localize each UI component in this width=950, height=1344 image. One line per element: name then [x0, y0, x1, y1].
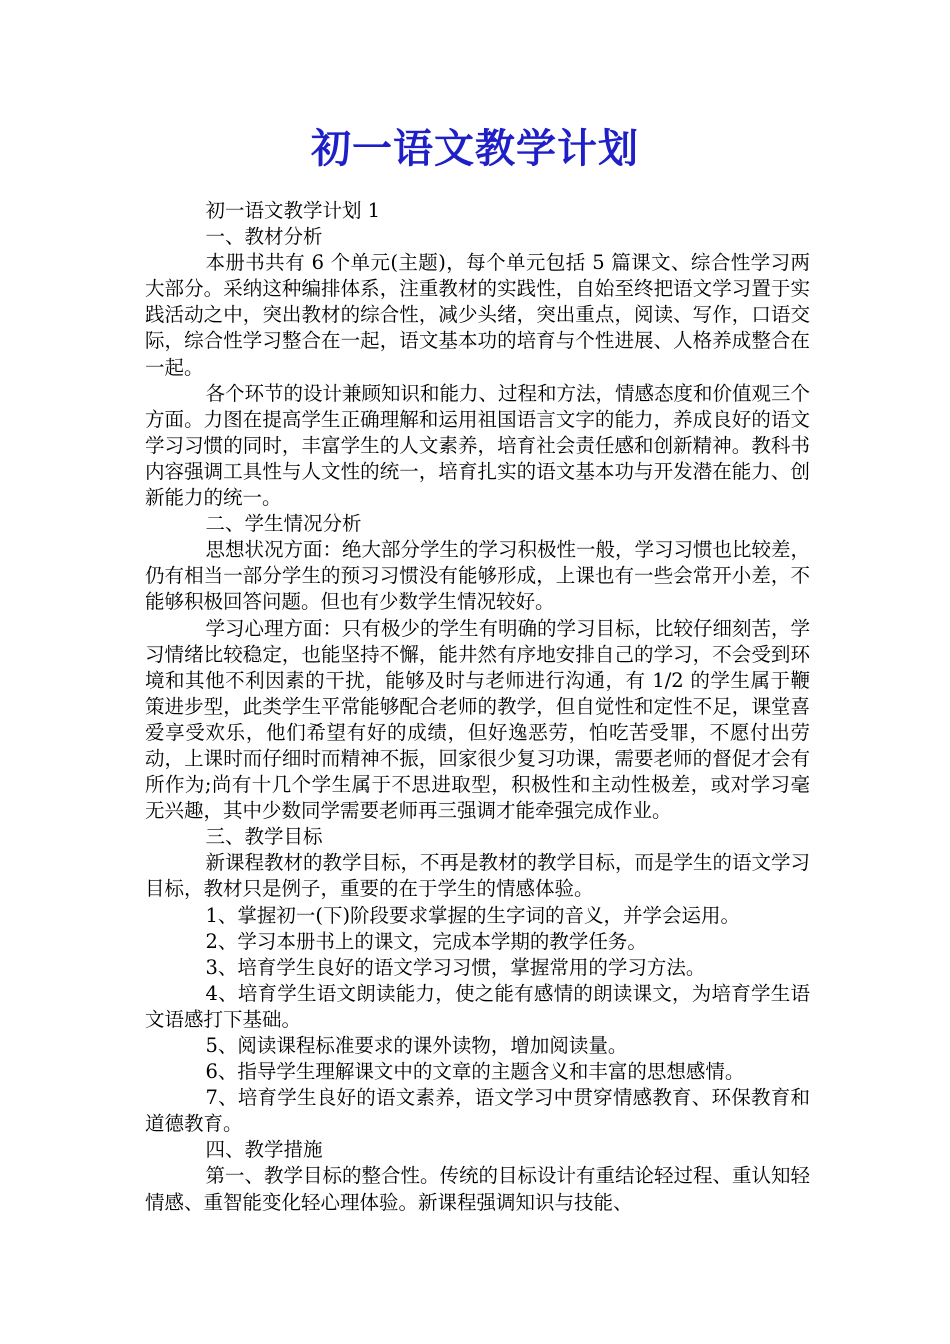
- paragraph: 第一、教学目标的整合性。传统的目标设计有重结论轻过程、重认知轻情感、重智能变化轻心理体验。新课程强调知识与技能、: [145, 1164, 810, 1214]
- subtitle-plan-1: 初一语文教学计划 1: [205, 199, 381, 222]
- heading-textbook-analysis: 一、教材分析: [205, 225, 323, 249]
- paragraph: 学习心理方面：只有极少的学生有明确的学习目标，比较仔细刻苦，学习情绪比较稳定，也能坚持不懈，能井然有序地安排自己的学习，不会受到环境和其他不利因素的干扰，能够及时与老师进行沟通，有 1/2 的学生属于鞭策进步型，此类学生平常能够配合老师的教学，但自觉性和定性不足，课堂喜爱享受欢乐，他们希望有好的成绩，但好逸恶劳，怕吃苦受罪，不愿付出劳动，上课时而仔细时而精神不振，回家很少复习功课，需要老师的督促才会有所作为;尚有十几个学生属于不思进取型，积极性和主动性极差，或对学习毫无兴趣，其中少数同学需要老师再三强调才能牵强完成作业。: [145, 616, 810, 823]
- list-item: 7、培育学生良好的语文素养，语文学习中贯穿情感教育、环保教育和道德教育。: [145, 1086, 810, 1136]
- list-item: 1、掌握初一(下)阶段要求掌握的生字词的音义，并学会运用。: [205, 903, 741, 927]
- heading-student-analysis: 二、学生情况分析: [205, 512, 362, 536]
- list-item: 4、培育学生语文朗读能力，使之能有感情的朗读课文，为培育学生语文语感打下基础。: [145, 981, 810, 1031]
- paragraph: 新课程教材的教学目标，不再是教材的教学目标，而是学生的语文学习目标，教材只是例子，重要的在于学生的情感体验。: [145, 851, 810, 901]
- list-item: 3、培育学生良好的语文学习习惯，掌握常用的学习方法。: [205, 955, 706, 979]
- document-title: 初一语文教学计划: [311, 125, 639, 172]
- list-item: 6、指导学生理解课文中的文章的主题含义和丰富的思想感情。: [205, 1060, 745, 1084]
- heading-teaching-measures: 四、教学措施: [205, 1138, 323, 1162]
- list-item: 5、阅读课程标准要求的课外读物，增加阅读量。: [205, 1034, 628, 1057]
- paragraph: 各个环节的设计兼顾知识和能力、过程和方法，情感态度和价值观三个方面。力图在提高学生正确理解和运用祖国语言文字的能力，养成良好的语文学习习惯的同时，丰富学生的人文素养，培育社会责任感和创新精神。教科书内容强调工具性与人文性的统一，培育扎实的语文基本功与开发潜在能力、创新能力的统一。: [145, 381, 810, 510]
- list-item: 2、学习本册书上的课文，完成本学期的教学任务。: [205, 929, 647, 953]
- paragraph: 思想状况方面：绝大部分学生的学习积极性一般，学习习惯也比较差，仍有相当一部分学生的预习习惯没有能够形成，上课也有一些会常开小差，不能够积极回答问题。但也有少数学生情况较好。: [145, 538, 810, 614]
- paragraph: 本册书共有 6 个单元(主题)，每个单元包括 5 篇课文、综合性学习两大部分。采纳这种编排体系，注重教材的实践性，自始至终把语文学习置于实践活动之中，突出教材的综合性，减少头绪，突出重点，阅读、写作，口语交际，综合性学习整合在一起，语文基本功的培育与个性进展、人格养成整合在一起。: [145, 251, 810, 379]
- document-body: [145, 198, 810, 1216]
- heading-teaching-goals: 三、教学目标: [205, 825, 323, 849]
